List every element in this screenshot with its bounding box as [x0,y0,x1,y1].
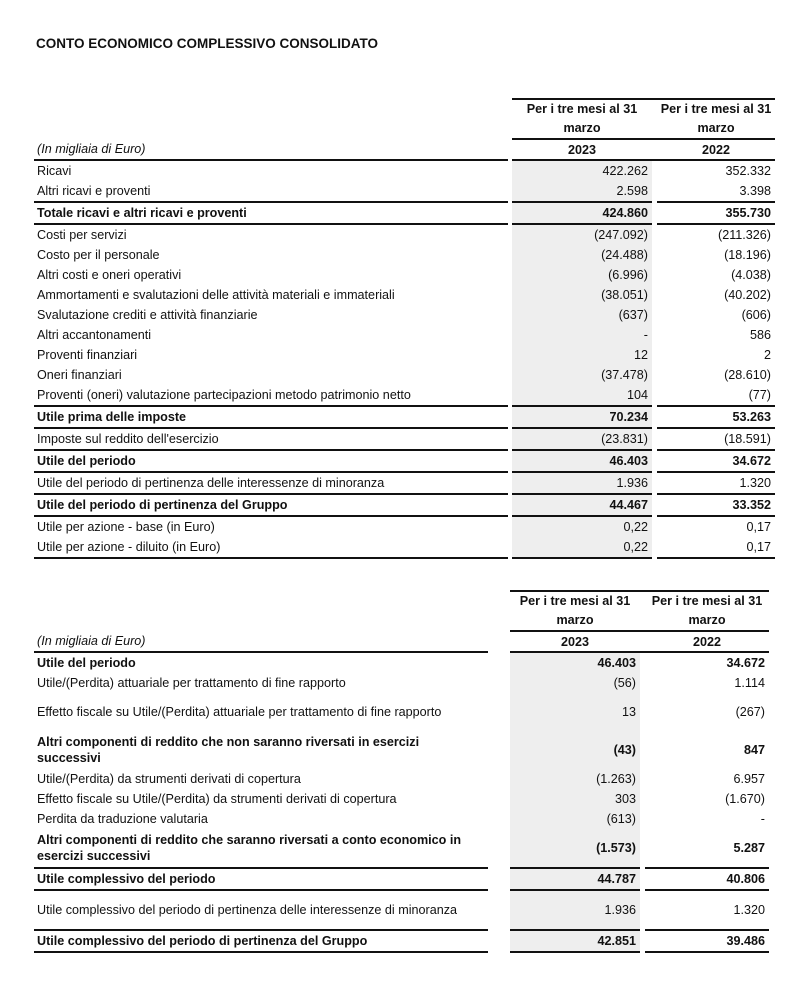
value-2023: 46.403 [510,652,640,673]
value-2023: 0,22 [512,516,652,537]
table1-body [34,160,775,558]
table-row [34,245,775,265]
table-row [34,406,775,428]
value-2023: (23.831) [512,428,652,450]
header-spacer [34,591,488,631]
value-2022: 586 [749,328,771,342]
table-row [34,160,775,181]
value-2022: 1.320 [657,472,775,494]
value-2023: (1.263) [510,769,640,789]
header-spacer [34,99,508,139]
row-label: Utile per azione - base (in Euro) [34,516,508,537]
table-row [34,428,775,450]
row-label: Totale ricavi e altri ricavi e proventi [34,202,508,224]
column-header-2023: Per i tre mesi al 31 marzo [512,99,652,139]
page-title: CONTO ECONOMICO COMPLESSIVO CONSOLIDATO [36,36,379,51]
row-label: Utile del periodo [34,450,508,472]
row-label: Effetto fiscale su Utile/(Perdita) da strumenti derivati di copertura [37,792,397,806]
year-2023: 2023 [510,631,640,652]
table-row [34,450,775,472]
table-row [34,325,775,345]
value-2023: - [512,325,652,345]
value-2023: 2.598 [512,181,652,202]
table-row [34,673,769,693]
value-2023: 104 [512,385,652,406]
value-2023: (247.092) [512,224,652,245]
value-2022: (18.591) [657,428,775,450]
row-label: Utile del periodo di pertinenza del Gruppo [34,494,508,516]
value-2022: (40.202) [724,288,771,302]
row-label: Altri accantonamenti [37,328,152,342]
row-label: Proventi (oneri) valutazione partecipazioni metodo patrimonio netto [37,388,411,402]
row-label: Utile per azione - diluito (in Euro) [34,537,508,558]
table-row [34,265,775,285]
row-label: Utile complessivo del periodo di pertinenza del Gruppo [34,930,488,952]
column-header-2022: Per i tre mesi al 31 marzo [657,99,775,139]
value-2022: (77) [748,388,771,402]
row-label: Utile prima delle imposte [34,406,508,428]
value-2023: (56) [510,673,640,693]
table-row [34,537,775,558]
table2-body [34,652,769,952]
value-2023: 303 [510,789,640,809]
row-label: Altri ricavi e proventi [37,184,151,198]
table-row [34,890,769,930]
value-2023: 13 [510,693,640,731]
value-2023: 422.262 [512,160,652,181]
table-row [34,181,775,202]
value-2023: 12 [512,345,652,365]
table-row [34,809,769,829]
table-row [34,494,775,516]
row-label: Oneri finanziari [37,368,122,382]
value-2022: 6.957 [733,772,765,786]
column-header-2023: Per i tre mesi al 31 marzo [510,591,640,631]
value-2022: 34.672 [657,450,775,472]
year-2023: 2023 [512,139,652,160]
value-2023: (43) [510,731,640,769]
value-2023: 44.787 [510,868,640,890]
year-row [34,139,775,160]
column-header-2022: Per i tre mesi al 31 marzo [645,591,769,631]
value-2023: (37.478) [512,365,652,385]
income-statement-table [34,98,775,559]
value-2022: 3.398 [739,184,771,198]
table-row [34,224,775,245]
value-2022: 0,17 [657,537,775,558]
table-row [34,365,775,385]
table-row [34,930,769,952]
value-2023: (637) [512,305,652,325]
row-label: Utile del periodo [37,656,136,670]
value-2022: (1.670) [725,792,765,806]
value-2022: (4.038) [731,268,771,282]
value-2023: 424.860 [512,202,652,224]
row-label: Svalutazione crediti e attività finanziarie [37,308,258,322]
row-label: Utile complessivo del periodo [34,868,488,890]
row-label: Perdita da traduzione valutaria [37,812,208,826]
value-2022: 39.486 [645,930,769,952]
table-row [34,285,775,305]
value-2022: 33.352 [657,494,775,516]
year-row [34,631,769,652]
value-2023: (38.051) [512,285,652,305]
value-2023: 1.936 [512,472,652,494]
value-2023: (1.573) [510,829,640,868]
value-2022: (28.610) [724,368,771,382]
row-label: Altri componenti di reddito che saranno riversati a conto economico in esercizi successivi [37,833,462,863]
table-row [34,345,775,365]
value-2022: 34.672 [726,656,765,670]
row-label: Altri costi e oneri operativi [37,268,182,282]
value-2022: 1.114 [734,676,765,690]
value-2022: 1.320 [645,890,769,930]
row-label: Costi per servizi [34,224,508,245]
table-row [34,769,769,789]
value-2023: (613) [510,809,640,829]
value-2023: 42.851 [510,930,640,952]
value-2022: 0,17 [657,516,775,537]
row-label: Proventi finanziari [37,348,138,362]
value-2023: (24.488) [512,245,652,265]
column-header-row [34,99,775,139]
table-row [34,652,769,673]
value-2022: (211.326) [657,224,775,245]
unit-label: (In migliaia di Euro) [34,631,488,652]
column-header-row [34,591,769,631]
year-2022: 2022 [645,631,769,652]
value-2022: 2 [763,348,771,362]
row-label: Ammortamenti e svalutazioni delle attività materiali e immateriali [37,288,395,302]
unit-label: (In migliaia di Euro) [34,139,508,160]
value-2023: (6.996) [512,265,652,285]
value-2022: 355.730 [657,202,775,224]
comprehensive-income-table [34,590,769,953]
year-2022: 2022 [657,139,775,160]
value-2022: 847 [743,743,765,757]
row-label: Altri componenti di reddito che non saranno riversati in esercizi successivi [37,735,420,765]
table-row [34,202,775,224]
value-2022: 53.263 [657,406,775,428]
table-row [34,789,769,809]
value-2023: 1.936 [510,890,640,930]
value-2023: 0,22 [512,537,652,558]
value-2023: 44.467 [512,494,652,516]
value-2022: 352.332 [725,164,771,178]
table-row [34,472,775,494]
table-row [34,829,769,868]
row-label: Imposte sul reddito dell'esercizio [34,428,508,450]
row-label: Utile/(Perdita) attuariale per trattamento di fine rapporto [37,676,346,690]
table-row [34,385,775,406]
row-label: Utile/(Perdita) da strumenti derivati di copertura [37,772,301,786]
table-row [34,731,769,769]
value-2022: - [760,812,765,826]
value-2022: (18.196) [724,248,771,262]
row-label: Utile complessivo del periodo di pertinenza delle interessenze di minoranza [34,890,488,930]
value-2023: 46.403 [512,450,652,472]
row-label: Ricavi [37,164,72,178]
table-row [34,693,769,731]
row-label: Utile del periodo di pertinenza delle interessenze di minoranza [34,472,508,494]
row-label: Costo per il personale [37,248,160,262]
table-row [34,305,775,325]
value-2023: 70.234 [512,406,652,428]
value-2022: 5.287 [733,841,765,855]
value-2022: 40.806 [645,868,769,890]
value-2022: (606) [741,308,771,322]
value-2022: (267) [735,705,765,719]
row-label: Effetto fiscale su Utile/(Perdita) attuariale per trattamento di fine rapporto [37,705,442,719]
table-row [34,868,769,890]
table-row [34,516,775,537]
